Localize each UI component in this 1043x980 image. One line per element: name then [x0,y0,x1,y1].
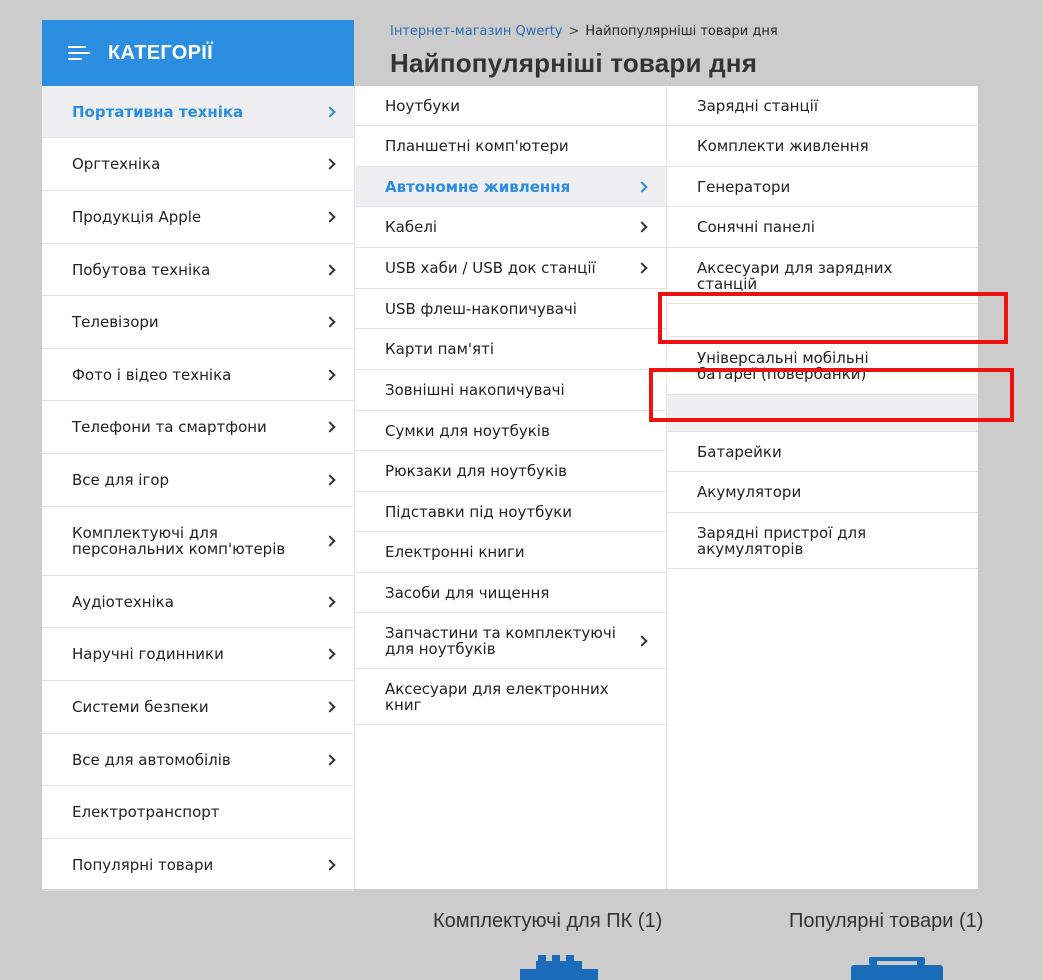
col1-menu-item-label: Електротранспорт [72,803,220,821]
col1-menu-item-label: Наручні годинники [72,645,224,663]
chevron-right-icon [324,474,335,485]
tile-label-popular-goods[interactable]: Популярні товари (1) [789,910,984,932]
col1-menu-item[interactable] [42,734,354,786]
col1-menu-item[interactable] [42,839,354,891]
chevron-right-icon [324,754,335,765]
col3-menu-item[interactable] [667,207,978,248]
col3-menu-item-label: Універсальні мобільні батареї (повербанки) [697,348,869,383]
briefcase-icon [851,957,943,980]
chevron-right-icon [636,181,647,192]
col3-menu-item-label: Аксесуари для зарядних станцій [697,258,893,293]
highlight-box [649,368,1014,422]
breadcrumb-separator-icon: > [568,24,580,39]
col2-menu-item[interactable] [355,532,666,573]
col2-menu-item-label: Кабелі [385,218,438,236]
chevron-right-icon [324,596,335,607]
col1-menu-item[interactable] [42,138,354,191]
col2-menu-item[interactable] [355,167,666,207]
category-menu-level-1 [42,86,354,889]
col2-menu-item-label: Планшетні комп'ютери [385,137,569,155]
col2-menu-item[interactable] [355,669,666,725]
highlight-box [658,292,1008,344]
col2-menu-item-label: Аксесуари для електронних книг [385,679,609,714]
chevron-right-icon [324,421,335,432]
col2-menu-item[interactable] [355,370,666,411]
col2-menu-item-label: USB флеш-накопичувачі [385,299,577,318]
col1-menu-item[interactable] [42,507,354,576]
chevron-right-icon [324,106,335,117]
col1-menu-item-label: Телевізори [72,313,159,331]
col1-menu-item-label: Популярні товари [72,855,214,874]
chevron-right-icon [324,264,335,275]
chevron-right-icon [636,635,647,646]
col2-menu-item[interactable] [355,573,666,613]
col1-menu-item[interactable] [42,244,354,296]
col1-menu-item-label: Продукція Apple [72,208,202,226]
col2-menu-item[interactable] [355,207,666,248]
col1-menu-item-label: Оргтехніка [72,155,161,173]
col2-menu-item[interactable] [355,126,666,167]
col1-menu-item[interactable] [42,191,354,244]
col3-menu-item[interactable] [667,472,978,513]
col1-menu-item[interactable] [42,296,354,349]
col2-menu-item[interactable] [355,411,666,451]
col3-menu-item-label: Генератори [697,177,791,196]
col2-menu-item[interactable] [355,86,666,126]
col1-menu-item[interactable] [42,786,354,839]
col3-menu-item[interactable] [667,167,978,207]
col2-menu-item-label: Запчастини та комплектуючі для ноутбуків [385,623,616,658]
col2-menu-item[interactable] [355,613,666,669]
chevron-right-icon [324,369,335,380]
col1-menu-item[interactable] [42,86,354,138]
col2-menu-item[interactable] [355,289,666,329]
col1-menu-item[interactable] [42,576,354,628]
col1-menu-item-label: Телефони та смартфони [72,418,267,436]
col3-menu-item[interactable] [667,513,978,569]
col1-menu-item-label: Комплектуючі для персональних комп'ютерів [72,524,286,558]
col2-menu-item-label: Підставки під ноутбуки [385,502,573,521]
chevron-right-icon [324,859,335,870]
col3-menu-item-label: Зарядні пристрої для акумуляторів [697,523,867,558]
chevron-right-icon [324,316,335,327]
chevron-right-icon [324,648,335,659]
col3-menu-item-label: Комплекти живлення [697,137,869,155]
tile-label-pc-components[interactable]: Комплектуючі для ПК (1) [433,910,663,932]
col2-menu-item-label: Автономне живлення [385,177,571,196]
col2-menu-item-label: Рюкзаки для ноутбуків [385,462,568,480]
category-menu-level-2 [354,86,666,889]
menu-icon [68,46,90,60]
col2-menu-item-label: USB хаби / USB док станції [385,259,596,277]
category-menu-level-3 [666,86,978,889]
col2-menu-item[interactable] [355,248,666,289]
chevron-right-icon [636,262,647,273]
chevron-right-icon [324,701,335,712]
col1-menu-item-label: Аудіотехніка [72,592,174,611]
col3-menu-item[interactable] [667,86,978,126]
breadcrumb [390,24,778,39]
col1-menu-item[interactable] [42,681,354,734]
col1-menu-item-label: Фото і відео техніка [72,365,232,384]
col3-menu-item-label: Сонячні панелі [697,218,815,236]
breadcrumb-current: Найпопулярніші товари дня [585,24,778,39]
chevron-right-icon [324,158,335,169]
col2-menu-item-label: Карти пам'яті [385,340,494,358]
col1-menu-item[interactable] [42,628,354,681]
col2-menu-item-label: Засоби для чищення [385,583,550,602]
col2-menu-item-label: Ноутбуки [385,96,461,115]
col2-menu-item-label: Зовнішні накопичувачі [385,381,565,399]
col1-menu-item[interactable] [42,454,354,507]
col3-menu-item[interactable] [667,432,978,472]
col1-menu-item-label: Побутова техніка [72,260,211,279]
chevron-right-icon [324,535,335,546]
motherboard-icon [514,955,604,980]
col2-menu-item[interactable] [355,329,666,370]
col3-menu-item-label: Акумулятори [697,483,802,501]
col3-menu-item[interactable] [667,126,978,167]
chevron-right-icon [636,221,647,232]
col3-menu-item-label: Зарядні станції [697,96,818,115]
col3-menu-item-label: Батарейки [697,442,782,461]
col2-menu-item[interactable] [355,451,666,492]
col2-menu-item[interactable] [355,492,666,532]
page-title: Найпопулярніші товари дня [390,48,758,78]
col1-menu-item-label: Системи безпеки [72,698,209,716]
breadcrumb-home-link[interactable]: Інтернет-магазин Qwerty [390,24,563,39]
col2-menu-item-label: Сумки для ноутбуків [385,421,550,440]
categories-header-label: КАТЕГОРІЇ [108,41,213,64]
col1-menu-item-label: Все для ігор [72,471,170,489]
categories-header[interactable] [42,20,354,86]
col1-menu-item-label: Все для автомобілів [72,750,231,769]
col1-menu-item[interactable] [42,349,354,401]
col1-menu-item[interactable] [42,401,354,454]
chevron-right-icon [324,211,335,222]
col1-menu-item-label: Портативна техніка [72,102,244,121]
col2-menu-item-label: Електронні книги [385,543,525,561]
